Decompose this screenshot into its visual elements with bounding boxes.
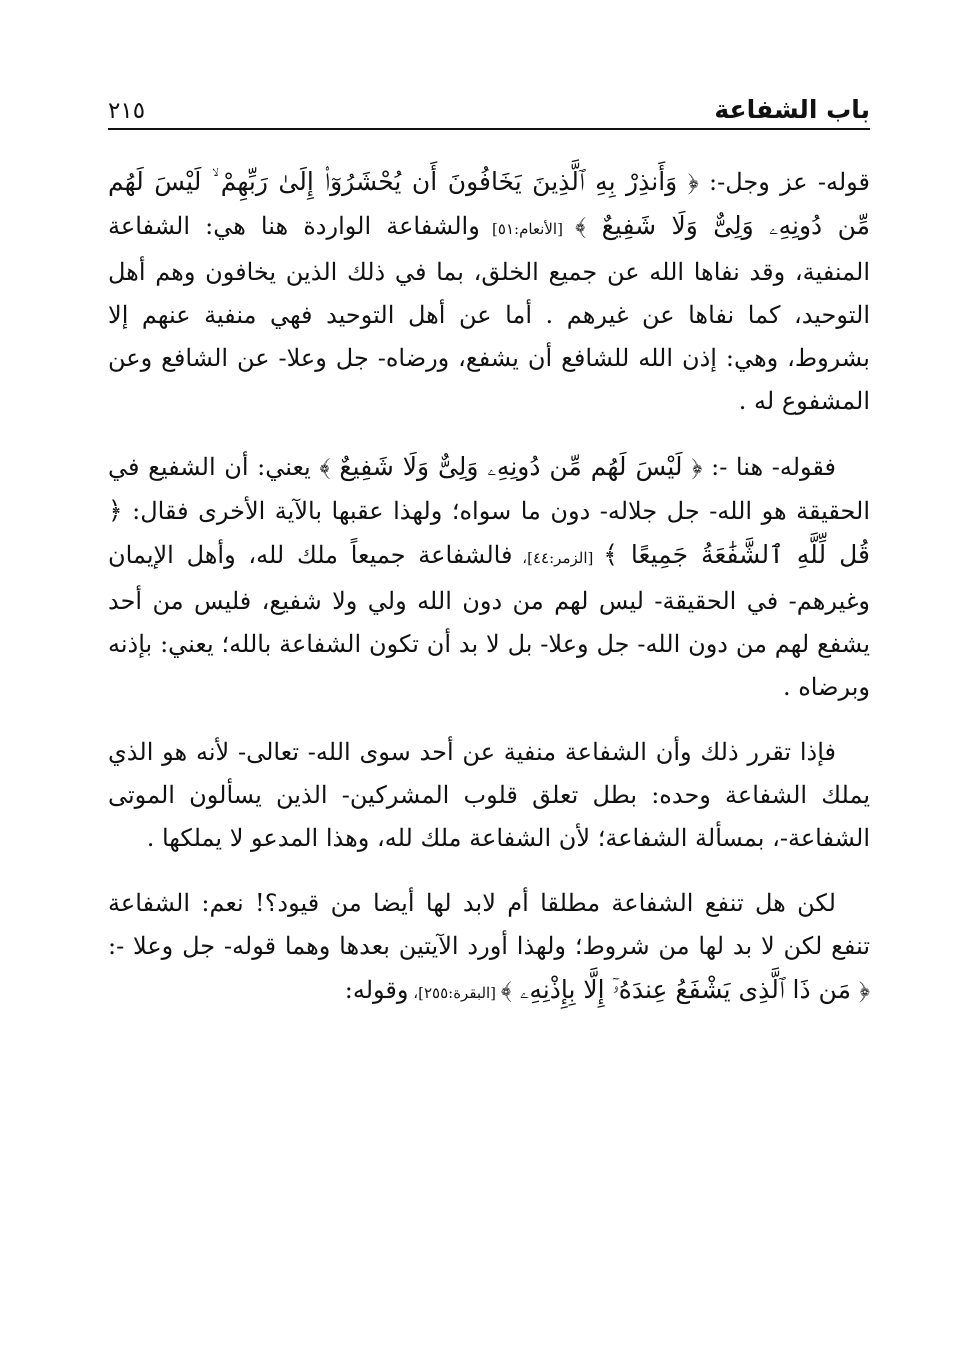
paragraph-text: قوله- عز وجل-: [698,168,871,196]
paragraph-text: لكن هل تنفع الشفاعة مطلقا أم لابد لها أيضا من قيود؟! نعم: الشفاعة تنفع لكن لا بد لها من شروط؛ ولهذا أورد الآيتين بعدها وهما قوله- جل وعلا -: [108,889,870,960]
verse-reference: [الأنعام:٥١] [479,220,576,238]
paragraph-text: وقوله: [344,976,409,1004]
quran-verse: ﴿ لَيْسَ لَهُم مِّن دُونِهِۦ وَلِىٌّ وَلَا شَفِيعٌ ﴾ [319,452,703,481]
paragraph-text: يعني: أن الشفيع في الحقيقة هو الله- جل جلاله- دون ما سواه؛ ولهذا عقبها بالآية الأخرى فقال: [108,453,870,525]
quran-verse: ﴿ وَأَنذِرْ بِهِ ٱلَّذِينَ يَخَافُونَ أَن يُحْشَرُوٓا۟ إِلَىٰ رَبِّهِمْ ۙ لَيْسَ لَهُم مِّن دُونِهِۦ وَلِىٌّ وَلَا شَفِيعٌ ﴾ [108,167,870,240]
verse-reference: [الزمر:٤٤]، [512,549,604,567]
running-title: باب الشفاعة [714,95,870,124]
quran-verse: ﴿ قُل لِّلَّهِ ٱلشَّفَٰعَةُ جَمِيعًا ﴾ [108,496,870,569]
verse-reference: [البقرة:٢٥٥]، [408,984,501,1002]
paragraph-2 [108,445,870,709]
paragraph-text: فإذا تقرر ذلك وأن الشفاعة منفية عن أحد سوى الله- تعالى- لأنه هو الذي يملك الشفاعة وحده: بطل تعلق قلوب المشركين- الذين يسألون الموتى الشفاعة-، بمسألة الشفاعة؛ لأن الشفاعة ملك لله، وهذا المدعو لا يملكها . [108,738,870,852]
page-body [108,160,870,1037]
quran-verse: ﴿ مَن ذَا ٱلَّذِى يَشْفَعُ عِندَهُۥٓ إِلَّا بِإِذْنِهِۦ ﴾ [500,975,870,1004]
paragraph-text: فقوله- هنا -: [702,453,837,481]
page-number: ٢١٥ [108,98,146,124]
paragraph-text: والشفاعة الواردة هنا هي: الشفاعة المنفية، وقد نفاها الله عن جميع الخلق، بما في ذلك الذين يخافون وهم أهل التوحيد، كما نفاها عن غيرهم . أما عن أهل التوحيد فهي منفية عنهم إلا بشروط، وهي: إذن الله للشافع أن يشفع، ورضاه- جل وعلا- عن الشافع وعن المشفوع له . [108,212,870,415]
paragraph-3 [108,731,870,860]
paragraph-text: فالشفاعة جميعاً ملك لله، وأهل الإيمان وغيرهم- في الحقيقة- ليس لهم من دون الله ولي ولا شفيع، فليس من أحد يشفع لهم من دون الله- جل وعلا- بل لا بد أن تكون الشفاعة بالله؛ يعني: بإذنه وبرضاه . [108,541,870,701]
paragraph-1 [108,160,870,423]
paragraph-4 [108,882,870,1015]
page-header [108,80,870,130]
